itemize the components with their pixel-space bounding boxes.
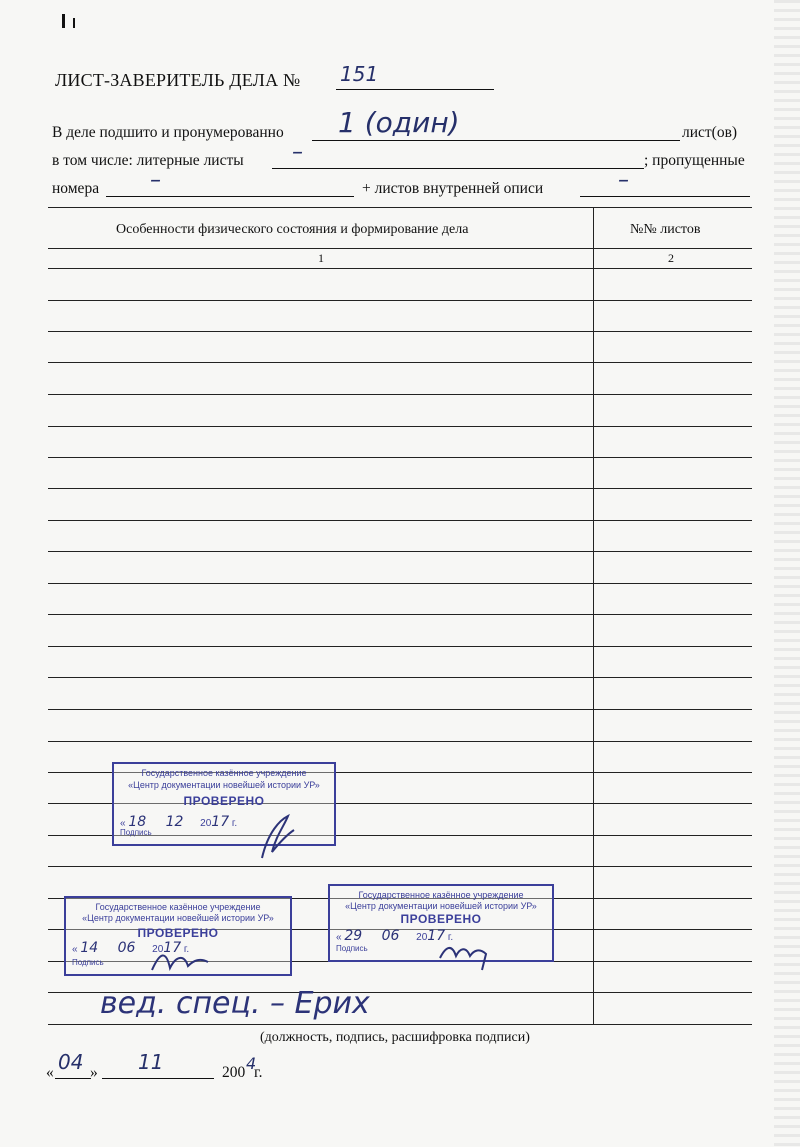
stamp-signature-scribble	[150, 948, 210, 974]
page-title-text: ЛИСТ-ЗАВЕРИТЕЛЬ ДЕЛА №	[55, 70, 301, 90]
inventory-pages-value: –	[618, 168, 629, 193]
handwritten-signature: вед. спец. – Ерих	[100, 986, 370, 1021]
table-row-rule	[48, 300, 752, 301]
table-column-divider	[593, 207, 594, 1025]
stamp-institution-name: «Центр документации новейшей истории УР»	[82, 913, 274, 923]
footer-date-month: 11	[138, 1050, 164, 1074]
stamp-signature-label: Подпись	[336, 944, 368, 953]
footer-date-close: »	[90, 1064, 98, 1081]
sewn-pages-label: В деле подшито и пронумерованно	[52, 124, 284, 141]
stamp-signature-scribble	[438, 938, 498, 972]
footer-date-month-line	[102, 1078, 214, 1079]
table-row-rule	[48, 394, 752, 395]
table-header-rule	[48, 248, 752, 249]
stamp-signature-scribble	[258, 812, 298, 862]
table-row-rule	[48, 866, 752, 867]
stamp-signature-label: Подпись	[72, 958, 104, 967]
stamp-signature-label: Подпись	[120, 828, 152, 837]
page-title	[55, 70, 300, 91]
stamp-date-row: « 14 06 2017 г.	[72, 940, 190, 956]
stamp-institution: Государственное казённое учреждение	[141, 768, 307, 778]
footer-date-year-digit: 4	[246, 1054, 257, 1073]
archive-stamp	[112, 762, 336, 846]
sewn-pages-fill	[312, 140, 680, 141]
table-row-rule	[48, 677, 752, 678]
inventory-pages-fill	[580, 196, 750, 197]
scan-speck	[62, 14, 65, 28]
table-row-rule	[48, 583, 752, 584]
case-number-line	[336, 89, 494, 90]
table-row-rule	[48, 520, 752, 521]
stamp-institution: Государственное казённое учреждение	[358, 890, 524, 900]
column-header-sheets: №№ листов	[630, 222, 701, 237]
footer-date-year-prefix: 200	[222, 1064, 246, 1081]
stamp-date-day: 14	[80, 940, 99, 956]
column-number-2: 2	[668, 251, 674, 265]
stamp-date-year: 17	[211, 814, 230, 830]
footer-date-day-line	[55, 1078, 91, 1079]
column-header-condition: Особенности физического состояния и формирование дела	[116, 222, 469, 237]
table-row-rule	[48, 646, 752, 647]
table-row-rule	[48, 268, 752, 269]
stamp-checked-label: ПРОВЕРЕНО	[183, 794, 265, 808]
footer-date-open: «	[46, 1064, 54, 1081]
table-row-rule	[48, 614, 752, 615]
stamp-date-month: 12	[165, 814, 184, 830]
table-row-rule	[48, 709, 752, 710]
letter-pages-label: в том числе: литерные листы	[52, 152, 244, 169]
numbers-fill	[106, 196, 354, 197]
stamp-date-day: 18	[128, 814, 147, 830]
inventory-pages-label: + листов внутренней описи	[362, 180, 544, 197]
stamp-checked-label: ПРОВЕРЕНО	[137, 926, 219, 940]
stamp-date-row: « 18 12 2017 г.	[120, 814, 238, 830]
stamp-date-year: 17	[163, 940, 182, 956]
footer-date-year-suffix: г.	[254, 1064, 263, 1081]
stamp-date-day: 29	[344, 928, 363, 944]
table-row-rule	[48, 457, 752, 458]
numbers-value: –	[150, 168, 161, 193]
column-number-1: 1	[318, 251, 324, 265]
table-row-rule	[48, 331, 752, 332]
numbers-label: номера	[52, 180, 100, 197]
table-bottom-rule	[48, 1024, 752, 1025]
stamp-institution-name: «Центр документации новейшей истории УР»	[345, 901, 537, 911]
sewn-pages-value: 1 (один)	[338, 106, 460, 139]
scan-edge-artifact	[774, 0, 800, 1147]
missed-label: ; пропущенные	[644, 152, 745, 169]
stamp-checked-label: ПРОВЕРЕНО	[400, 912, 482, 926]
stamp-institution: Государственное казённое учреждение	[95, 902, 261, 912]
scan-speck	[73, 18, 75, 28]
stamp-date-month: 06	[381, 928, 400, 944]
sewn-pages-suffix: лист(ов)	[682, 124, 738, 141]
table-row-rule	[48, 488, 752, 489]
table-row-rule	[48, 362, 752, 363]
letter-pages-fill	[272, 168, 644, 169]
letter-pages-value: –	[292, 140, 303, 165]
footer-date-day: 04	[58, 1050, 84, 1074]
table-row-rule	[48, 551, 752, 552]
signature-caption: (должность, подпись, расшифровка подписи)	[260, 1030, 530, 1045]
stamp-institution-name: «Центр документации новейшей истории УР»	[128, 780, 320, 790]
table-row-rule	[48, 741, 752, 742]
table-row-rule	[48, 426, 752, 427]
table-top-rule	[48, 207, 752, 208]
case-number: 151	[340, 62, 379, 86]
stamp-date-year: 17	[427, 928, 446, 944]
stamp-date-row: « 29 06 2017 г.	[336, 928, 454, 944]
stamp-date-month: 06	[117, 940, 136, 956]
